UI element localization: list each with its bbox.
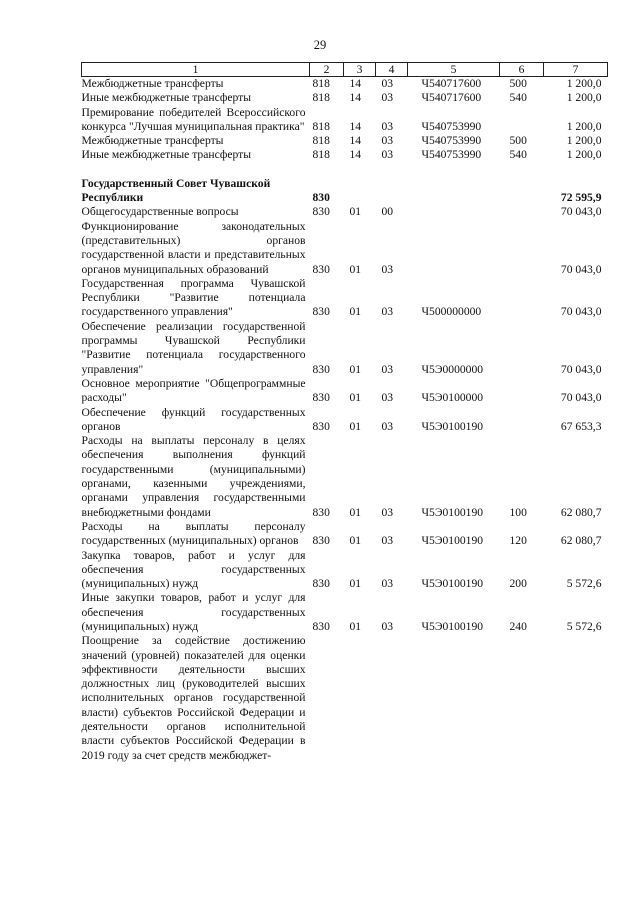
- row-name: Иные межбюджетные трансферты: [81, 148, 252, 162]
- admin-code: 830: [312, 305, 330, 319]
- target-item-code: Ч540717600: [421, 77, 482, 90]
- section-code: 01: [349, 362, 362, 376]
- target-item-code: Ч5Э0100000: [421, 391, 484, 405]
- row-name: Межбюджетные трансферты: [81, 77, 224, 90]
- subsection-code: 03: [381, 148, 394, 162]
- section-code: 14: [349, 119, 362, 133]
- section-code: [344, 634, 376, 763]
- table-row: [82, 277, 608, 320]
- admin-code: 830: [312, 577, 330, 591]
- admin-code: [310, 634, 344, 763]
- admin-code: 830: [312, 391, 330, 405]
- section-code: 01: [349, 205, 362, 219]
- admin-code: 830: [312, 534, 330, 548]
- table-row: [82, 377, 608, 406]
- row-name: Расходы на выплаты персоналу государственных (муниципальных) органов: [81, 519, 306, 548]
- row-name: Иные межбюджетные трансферты: [81, 91, 252, 105]
- row-name: Государственная программа Чувашской Республики "Развитие потенциала государственного управления": [81, 276, 306, 319]
- table-row: [82, 91, 608, 105]
- expense-type-code: [500, 377, 544, 406]
- admin-code: 830: [312, 419, 330, 433]
- admin-code: 830: [312, 505, 330, 519]
- section-code: 01: [349, 305, 362, 319]
- expense-type-code: 540: [509, 148, 527, 162]
- expense-type-code: [500, 177, 544, 206]
- table-row: [82, 77, 608, 92]
- admin-code: 818: [312, 77, 330, 90]
- target-item-code: [408, 205, 500, 219]
- subsection-code: 03: [381, 134, 394, 148]
- column-header: 3: [344, 63, 376, 77]
- amount: 67 653,3: [560, 419, 602, 433]
- column-header: 5: [408, 63, 500, 77]
- table-header-row: [82, 63, 608, 77]
- target-item-code: Ч5Э0100190: [421, 419, 484, 433]
- subsection-code: [376, 634, 408, 763]
- section-code: 01: [349, 391, 362, 405]
- subsection-code: 03: [381, 77, 394, 90]
- target-item-code: Ч540753990: [421, 134, 482, 148]
- expense-type-code: [500, 220, 544, 277]
- row-name: Поощрение за содействие достижению значений (уровней) показателей для оценки эффективности деятельности высших должностных лиц (руководителей высших исполнительных органов государственной власти) субъектов Российской Федерации и деятельности органов исполнительной власти субъектов Российской Федерации в 2019 году за счет средств межбюджет-: [81, 634, 306, 762]
- subsection-code: 03: [381, 119, 394, 133]
- subsection-code: 03: [381, 305, 394, 319]
- table-row: [82, 549, 608, 592]
- target-item-code: Ч5Э0100190: [421, 505, 484, 519]
- table-row: [82, 434, 608, 520]
- amount: 70 043,0: [560, 262, 602, 276]
- target-item-code: Ч5Э0100190: [421, 534, 484, 548]
- expense-type-code: 200: [509, 577, 527, 591]
- subsection-code: 03: [381, 534, 394, 548]
- table-row: [82, 520, 608, 549]
- row-name: Государственный Совет Чувашской Республики: [81, 176, 271, 205]
- admin-code: 818: [312, 148, 330, 162]
- table-row: [82, 406, 608, 435]
- amount: 5 572,6: [566, 577, 602, 591]
- expense-type-code: [500, 406, 544, 435]
- admin-code: 830: [312, 619, 330, 633]
- section-code: 01: [349, 262, 362, 276]
- amount: 1 200,0: [566, 77, 602, 90]
- spacer-row: [82, 163, 608, 177]
- section-code: 14: [349, 134, 362, 148]
- column-header: 6: [500, 63, 544, 77]
- amount: 72 595,9: [560, 191, 602, 205]
- row-name: Закупка товаров, работ и услуг для обеспечения государственных (муниципальных) нужд: [81, 548, 306, 591]
- subsection-code: 03: [381, 391, 394, 405]
- subsection-code: 03: [381, 362, 394, 376]
- table-row: [82, 148, 608, 162]
- expense-type-code: 500: [509, 77, 527, 90]
- table-row: [82, 134, 608, 148]
- expense-type-code: [500, 106, 544, 135]
- expense-type-code: 500: [509, 134, 527, 148]
- expense-type-code: [500, 634, 544, 763]
- table-row: [82, 220, 608, 277]
- section-code: 14: [349, 77, 362, 90]
- admin-code: 818: [312, 91, 330, 105]
- subsection-code: 03: [381, 419, 394, 433]
- row-name: Межбюджетные трансферты: [81, 134, 224, 148]
- section-code: 01: [349, 534, 362, 548]
- column-header: 7: [544, 63, 608, 77]
- target-item-code: Ч540717600: [421, 91, 482, 105]
- column-header: 4: [376, 63, 408, 77]
- section-code: 01: [349, 505, 362, 519]
- amount: 1 200,0: [566, 119, 602, 133]
- subsection-code: 03: [381, 505, 394, 519]
- expense-type-code: 100: [509, 505, 527, 519]
- expense-type-code: 540: [509, 91, 527, 105]
- admin-code: 818: [312, 119, 330, 133]
- target-item-code: [408, 220, 500, 277]
- target-item-code: Ч540753990: [421, 148, 482, 162]
- amount: 70 043,0: [560, 205, 602, 219]
- budget-table: [81, 62, 608, 763]
- admin-code: 818: [312, 134, 330, 148]
- expense-type-code: [500, 205, 544, 219]
- subsection-code: 03: [381, 262, 394, 276]
- admin-code: 830: [312, 205, 330, 219]
- section-code: 14: [349, 148, 362, 162]
- amount: [544, 634, 608, 763]
- amount: 70 043,0: [560, 391, 602, 405]
- row-name: Функционирование законодательных (представительных) органов государственной власти и представительных органов муниципальных образований: [81, 219, 306, 276]
- row-name: Основное мероприятие "Общепрограммные расходы": [81, 376, 306, 405]
- expense-type-code: 240: [509, 619, 527, 633]
- table-row: [82, 205, 608, 219]
- amount: 70 043,0: [560, 362, 602, 376]
- target-item-code: Ч5Э0100190: [421, 619, 484, 633]
- table-row: [82, 177, 608, 206]
- target-item-code: Ч5Э0000000: [421, 362, 484, 376]
- row-name: Расходы на выплаты персоналу в целях обеспечения выполнения функций государственными (муниципальными) органами, казенными учреждениями, органами управления государственными внебюджетными фондами: [81, 434, 306, 519]
- table-row: [82, 634, 608, 763]
- column-header: 2: [310, 63, 344, 77]
- section-code: 14: [349, 91, 362, 105]
- amount: 1 200,0: [566, 134, 602, 148]
- target-item-code: [408, 634, 500, 763]
- expense-type-code: 120: [509, 534, 527, 548]
- amount: 70 043,0: [560, 305, 602, 319]
- target-item-code: Ч540753990: [421, 119, 482, 133]
- page-number: 29: [313, 38, 327, 52]
- row-name: Премирование победителей Всероссийского конкурса "Лучшая муниципальная практика": [81, 105, 306, 133]
- expense-type-code: [500, 277, 544, 320]
- amount: 62 080,7: [560, 534, 602, 548]
- target-item-code: Ч500000000: [421, 305, 482, 319]
- expense-type-code: [500, 320, 544, 377]
- row-name: Иные закупки товаров, работ и услуг для обеспечения государственных (муниципальных) нужд: [81, 591, 306, 633]
- subsection-code: [376, 177, 408, 206]
- table-row: [82, 591, 608, 634]
- admin-code: 830: [312, 191, 330, 205]
- subsection-code: 03: [381, 91, 394, 105]
- row-name: Обеспечение реализации государственной программы Чувашской Республики "Развитие потенциала государственного управления": [81, 319, 306, 376]
- table-row: [82, 320, 608, 377]
- section-code: [344, 177, 376, 206]
- row-name: Общегосударственные вопросы: [81, 205, 239, 219]
- row-name: Обеспечение функций государственных органов: [81, 405, 306, 433]
- amount: 62 080,7: [560, 505, 602, 519]
- table-row: [82, 106, 608, 135]
- amount: 5 572,6: [566, 619, 602, 633]
- section-code: 01: [349, 419, 362, 433]
- target-item-code: Ч5Э0100190: [421, 577, 484, 591]
- section-code: 01: [349, 577, 362, 591]
- admin-code: 830: [312, 262, 330, 276]
- target-item-code: [408, 177, 500, 206]
- subsection-code: 00: [381, 205, 394, 219]
- amount: 1 200,0: [566, 148, 602, 162]
- amount: 1 200,0: [566, 91, 602, 105]
- admin-code: 830: [312, 362, 330, 376]
- subsection-code: 03: [381, 619, 394, 633]
- section-code: 01: [349, 619, 362, 633]
- column-header: 1: [82, 63, 310, 77]
- subsection-code: 03: [381, 577, 394, 591]
